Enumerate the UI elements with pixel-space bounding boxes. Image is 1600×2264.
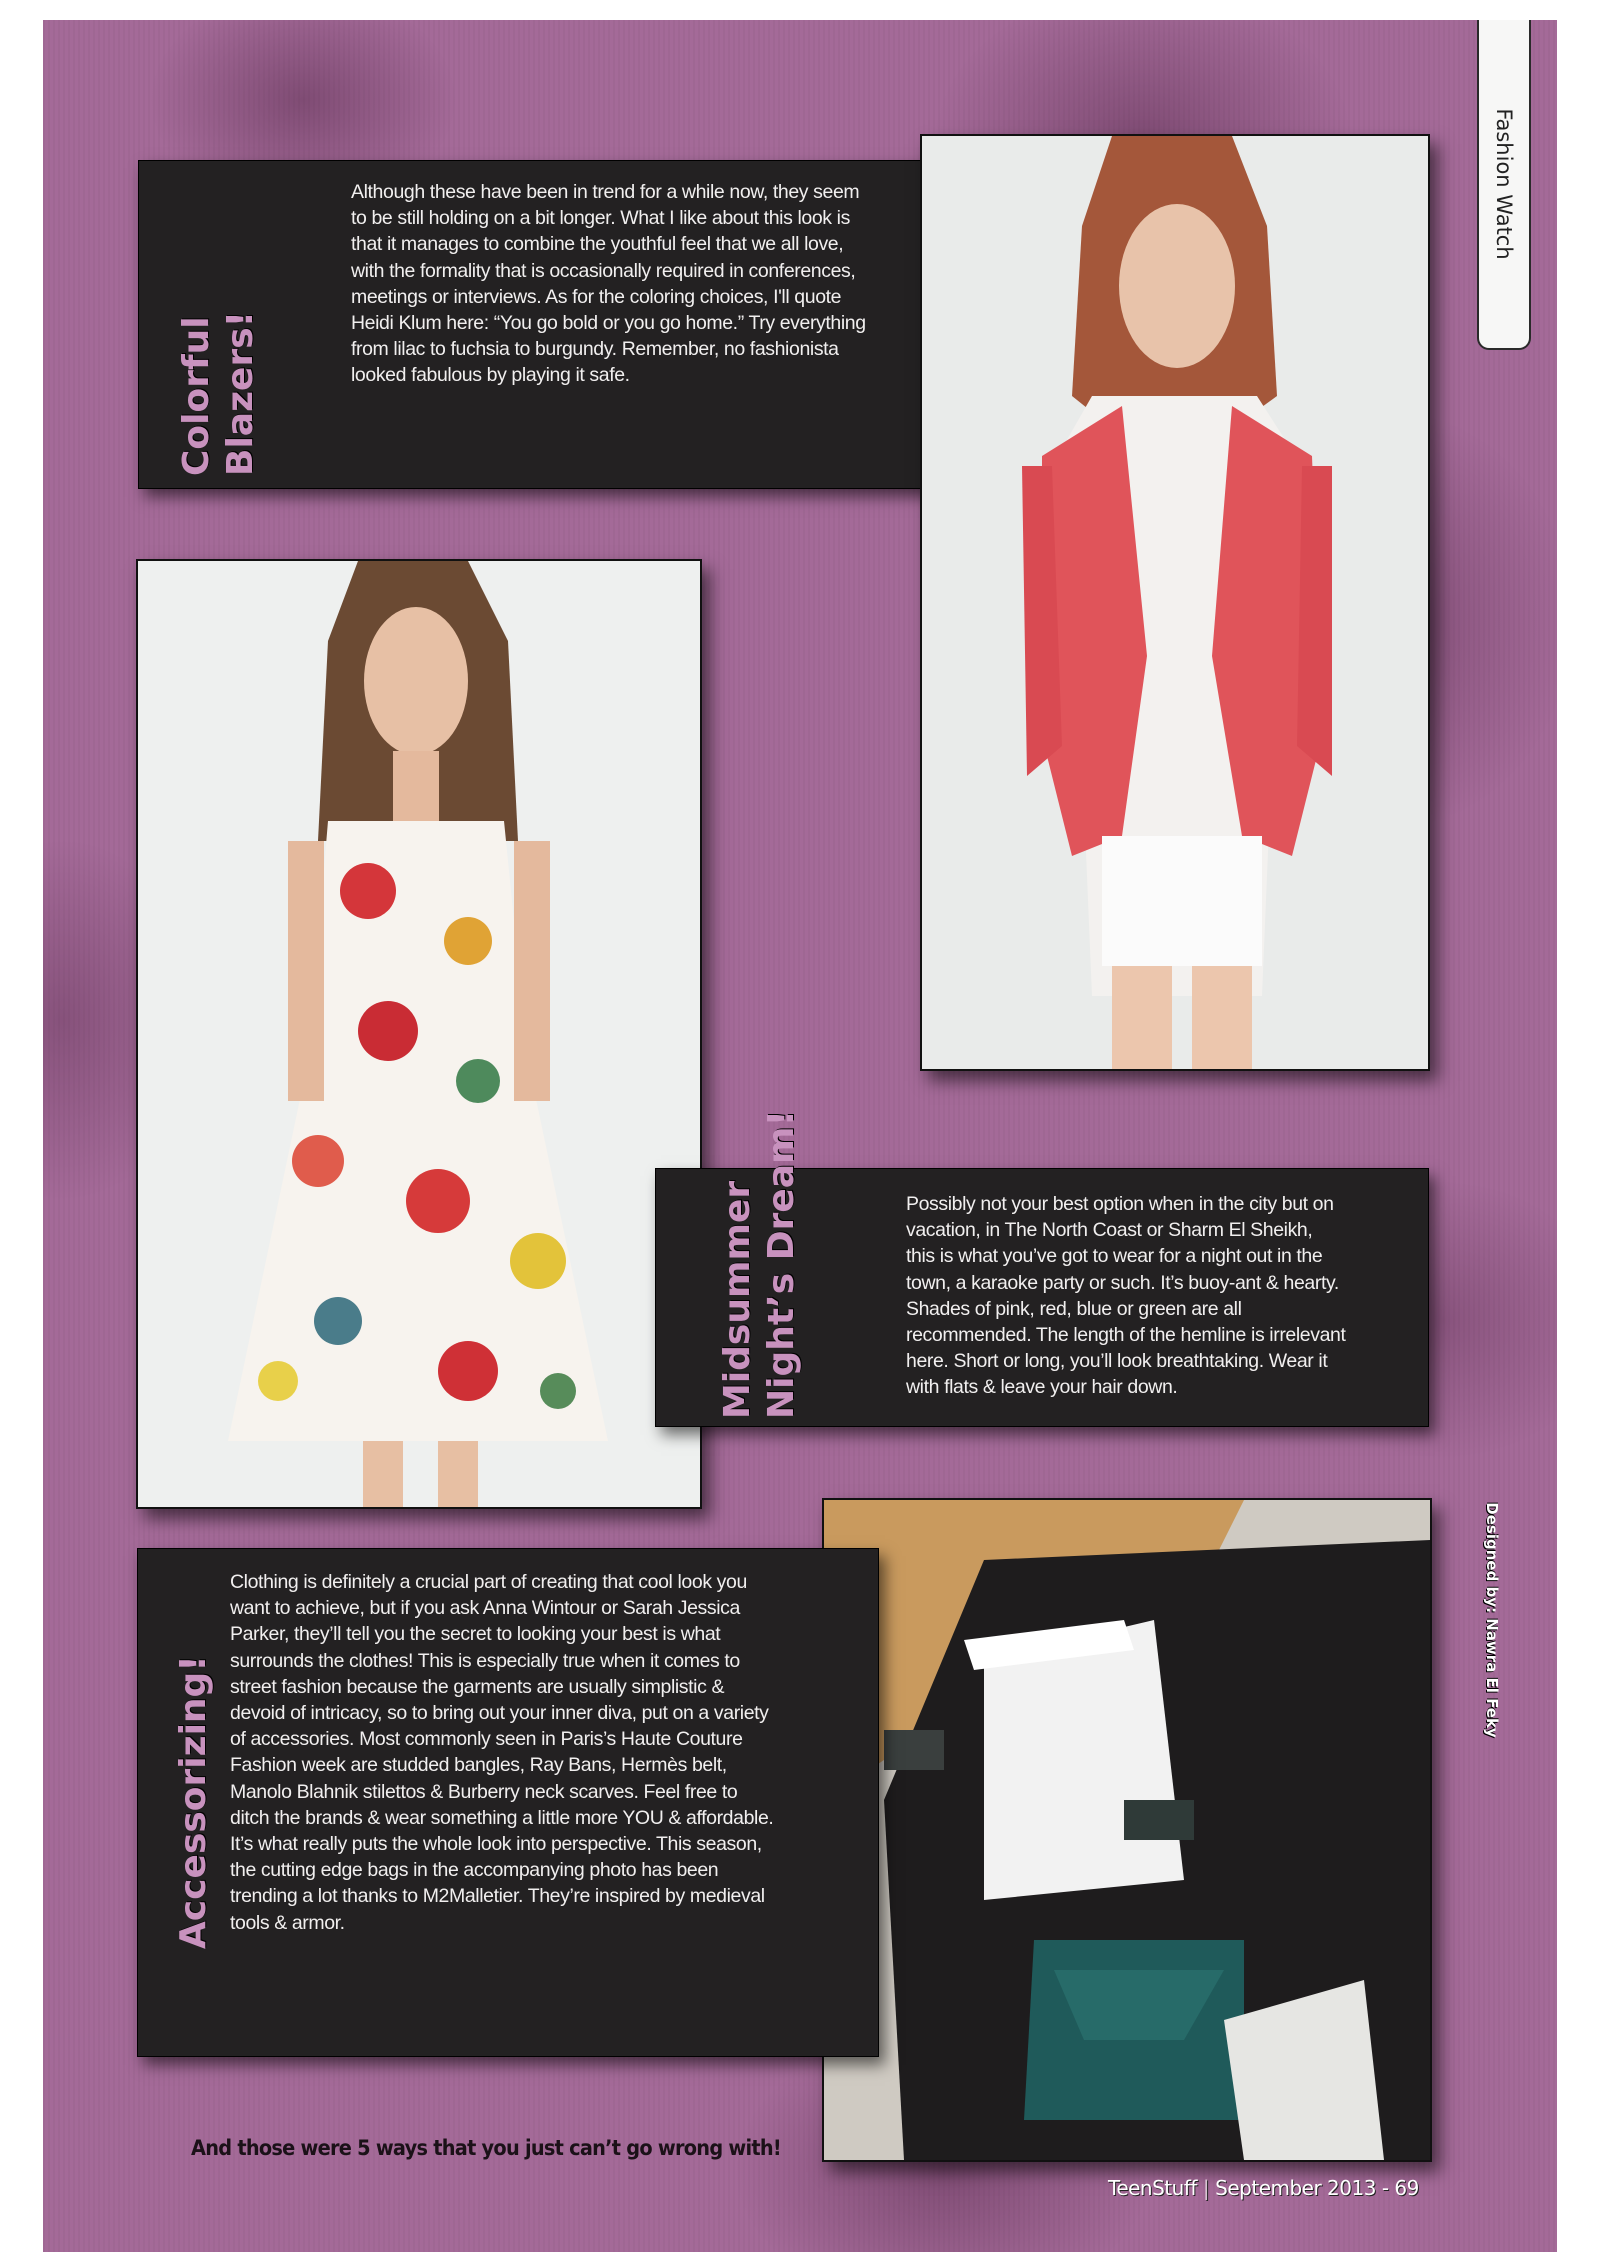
magazine-page: [43, 20, 1557, 2252]
photo-floral-dress: [136, 559, 702, 1509]
article-title-midsummer: Midsummer Night’s Dream!: [717, 1110, 802, 1419]
footer-separator: |: [1202, 2176, 1210, 2200]
article-body-accessorizing: Clothing is definitely a crucial part of creating that cool look you want to achieve, but if you ask Anna Wintour or Sarah Jessica Parker, they’ll tell you the secret to looking your best is what surrounds the clothes! This is especially true when it comes to street fashion because the garments are usually simplistic & devoid of intricacy, so to bring out your inner diva, put on a variety of accessories. Most commonly seen in Paris’s Haute Couture Fashion week are studded bangles, Ray Bans, Hermès belt, Manolo Blahnik stilettos & Burberry neck scarves. Feel free to ditch the brands & wear something a little more YOU & affordable. It’s what really puts the whole look into perspective. This season, the cutting edge bags in the accompanying photo has been trending a lot thanks to M2Malletier. They’re inspired by medieval tools & armor.: [230, 1571, 774, 1934]
footer-magazine: TeenStuff: [1108, 2176, 1197, 2200]
closing-line: And those were 5 ways that you just can’t go wrong with!: [191, 2136, 782, 2160]
article-title-accessorizing: Accessorizing!: [173, 1655, 214, 1949]
coral-blazer-model-image: [922, 136, 1428, 1069]
designer-credit-text: Designed by: Nawra El Feky: [1483, 1502, 1501, 1738]
page-footer: [1108, 2176, 1419, 2200]
article-box-accessorizing: [137, 1548, 879, 2057]
article-body-midsummer: Possibly not your best option when in the city but on vacation, in The North Coast or Sharm El Sheikh, this is what you’ve got to wear for a night out in the town, a karaoke party or such. It’s buoy-ant & hearty. Shades of pink, red, blue or green are all recommended. The length of the hemline is irrelevant here. Short or long, you’ll look breathtaking. Wear it with flats & leave your hair down.: [906, 1193, 1346, 1399]
article-body-blazers: Although these have been in trend for a while now, they seem to be still holding on a bit longer. What I like about this look is that it manages to combine the youthful feel that we all love, with the formality that is occasionally required in conferences, meetings or interviews. As for the coloring choices, I'll quote Heidi Klum here: “You go bold or you go home.” Try everything from lilac to fuchsia to burgundy. Remember, no fashionista looked fabulous by playing it safe.: [351, 181, 866, 387]
article-box-midsummer: [655, 1110, 1429, 1427]
footer-issue: September 2013 - 69: [1215, 2176, 1419, 2200]
photo-street-style-bag: [822, 1498, 1432, 2162]
section-tab-label: Fashion Watch: [1492, 108, 1516, 260]
designer-credit: [1480, 1470, 1504, 1770]
floral-dress-model-image: [138, 561, 700, 1507]
photo-coral-blazer: [920, 134, 1430, 1071]
section-tab: [1477, 20, 1531, 350]
article-box-blazers: [138, 160, 972, 489]
article-title-blazers: Colorful Blazers!: [176, 310, 261, 476]
street-style-handbag-image: [824, 1500, 1430, 2160]
